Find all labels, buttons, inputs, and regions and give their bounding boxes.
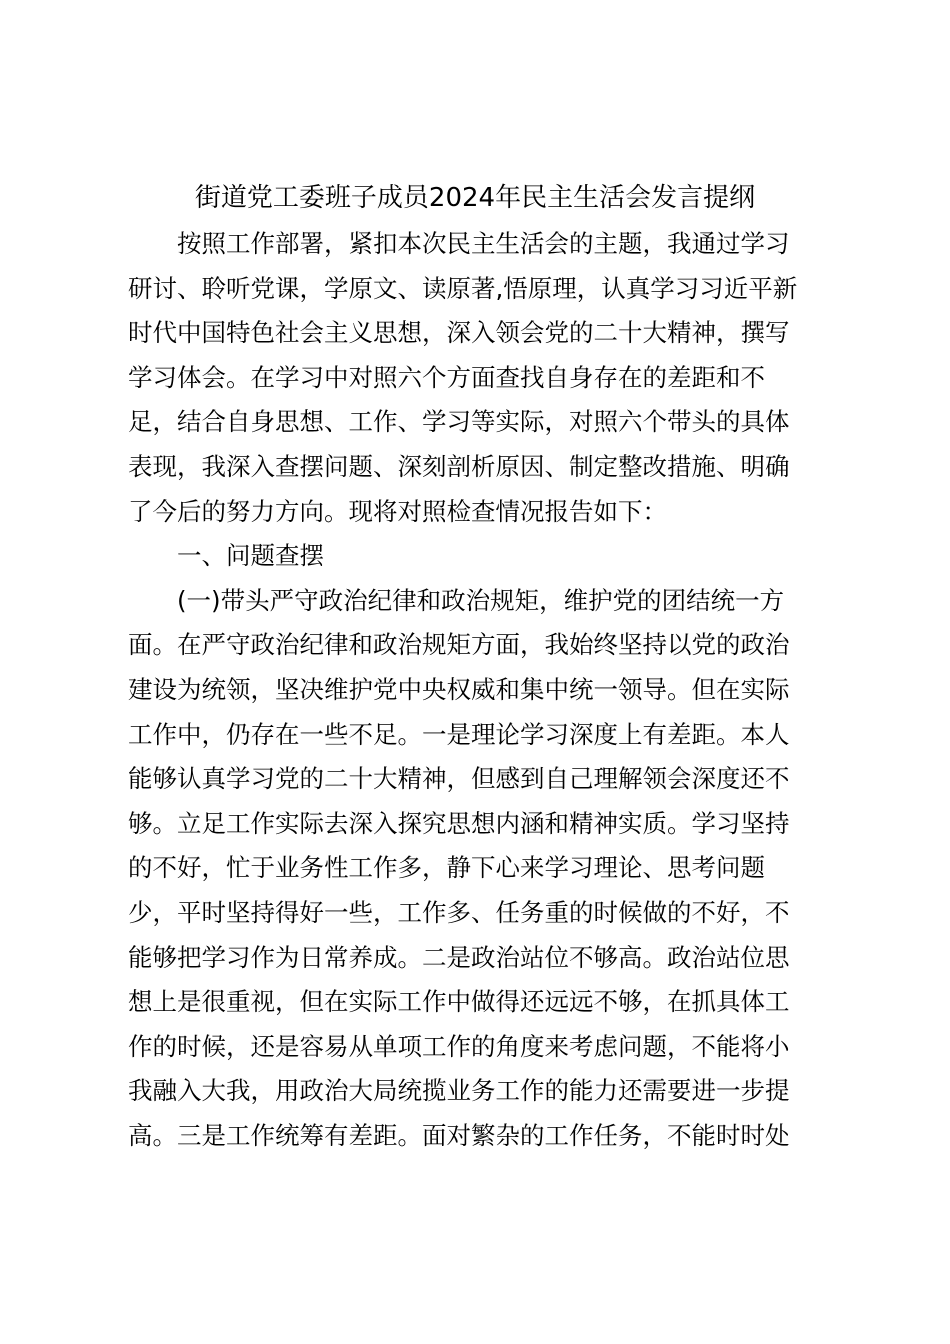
text-line: 研讨、聆听党课，学原文、读原著,悟原理，认真学习习近平新 xyxy=(128,273,798,303)
document-body xyxy=(128,222,828,1158)
text-line: 够。立足工作实际去深入探究思想内涵和精神实质。学习坚持 xyxy=(128,808,790,838)
text-line: 想上是很重视，但在实际工作中做得还远远不够，在抓具体工 xyxy=(128,987,790,1017)
text-line: 面。在严守政治纪律和政治规矩方面，我始终坚持以党的政治 xyxy=(128,630,790,660)
text-line: 能够把学习作为日常养成。二是政治站位不够高。政治站位思 xyxy=(128,942,790,972)
text-line: 少，平时坚持得好一些，工作多、任务重的时候做的不好，不 xyxy=(128,897,790,927)
text-line: 时代中国特色社会主义思想，深入领会党的二十大精神，撰写 xyxy=(128,318,790,348)
text-line: 我融入大我，用政治大局统揽业务工作的能力还需要进一步提 xyxy=(128,1076,790,1106)
text-line: 的不好，忙于业务性工作多，静下心来学习理论、思考问题 xyxy=(128,853,765,883)
text-line: 能够认真学习党的二十大精神，但感到自己理解领会深度还不 xyxy=(128,764,790,794)
text-line: 表现，我深入查摆问题、深刻剖析原因、制定整改措施、明确 xyxy=(128,451,790,481)
text-line: (一)带头严守政治纪律和政治规矩，维护党的团结统一方 xyxy=(177,585,785,615)
text-line: 建设为统领，坚决维护党中央权威和集中统一领导。但在实际 xyxy=(128,674,790,704)
text-line: 足，结合自身思想、工作、学习等实际，对照六个带头的具体 xyxy=(128,407,790,437)
document-title: 街道党工委班子成员2024年民主生活会发言提纲 xyxy=(194,183,756,213)
text-line: 高。三是工作统筹有差距。面对繁杂的工作任务，不能时时处 xyxy=(128,1120,790,1150)
text-line: 一、问题查摆 xyxy=(177,541,324,571)
text-line: 学习体会。在学习中对照六个方面查找自身存在的差距和不 xyxy=(128,362,765,392)
text-line: 作的时候，还是容易从单项工作的角度来考虑问题，不能将小 xyxy=(128,1031,790,1061)
text-line: 按照工作部署，紧扣本次民主生活会的主题，我通过学习 xyxy=(177,229,790,258)
text-line: 了今后的努力方向。现将对照检查情况报告如下： xyxy=(128,496,667,526)
text-line: 工作中，仍存在一些不足。一是理论学习深度上有差距。本人 xyxy=(128,719,790,749)
